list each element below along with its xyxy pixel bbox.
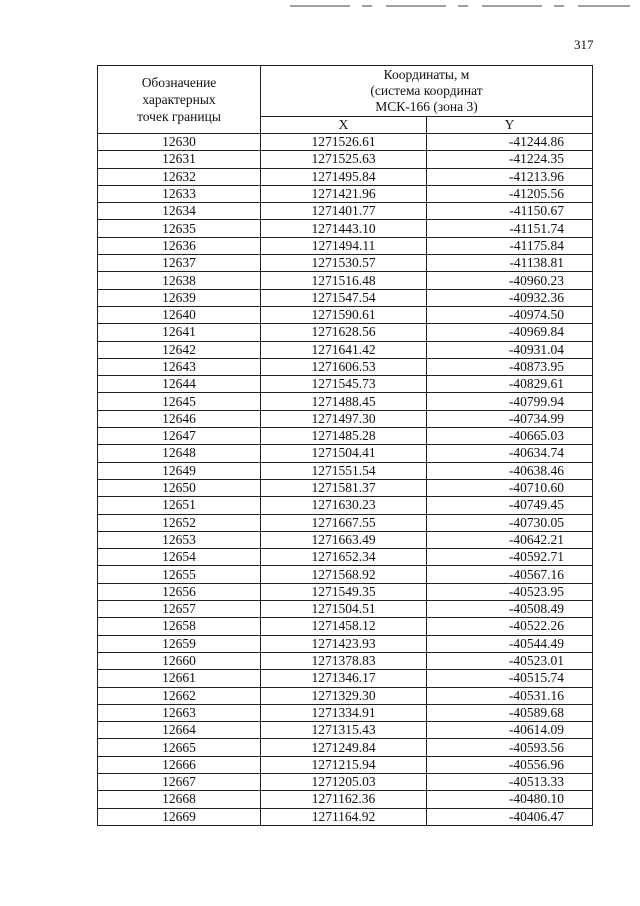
point-id-cell: 12645 (98, 393, 261, 410)
x-coordinate-cell: 1271516.48 (261, 272, 427, 289)
x-coordinate-cell: 1271164.92 (261, 808, 427, 825)
x-coordinate-cell: 1271494.11 (261, 237, 427, 254)
y-coordinate-cell: -40544.49 (427, 635, 593, 652)
y-coordinate-cell: -40589.68 (427, 704, 593, 721)
table-row (98, 376, 593, 393)
y-coordinate-cell: -41224.35 (427, 151, 593, 168)
x-coordinate-cell: 1271547.54 (261, 289, 427, 306)
point-id-cell: 12658 (98, 618, 261, 635)
table-row (98, 549, 593, 566)
table-row (98, 151, 593, 168)
point-id-cell: 12637 (98, 255, 261, 272)
point-id-cell: 12655 (98, 566, 261, 583)
x-coordinate-cell: 1271630.23 (261, 497, 427, 514)
table-row (98, 358, 593, 375)
table-row (98, 514, 593, 531)
table-row (98, 203, 593, 220)
table-row (98, 324, 593, 341)
x-coordinate-cell: 1271401.77 (261, 203, 427, 220)
table-body (98, 134, 593, 826)
x-coordinate-cell: 1271590.61 (261, 306, 427, 323)
y-coordinate-cell: -41138.81 (427, 255, 593, 272)
y-coordinate-cell: -40531.16 (427, 687, 593, 704)
point-id-cell: 12648 (98, 445, 261, 462)
point-id-cell: 12646 (98, 410, 261, 427)
x-coordinate-cell: 1271488.45 (261, 393, 427, 410)
x-coordinate-cell: 1271205.03 (261, 773, 427, 790)
y-coordinate-cell: -40515.74 (427, 670, 593, 687)
table-row (98, 497, 593, 514)
table-row (98, 756, 593, 773)
point-id-cell: 12647 (98, 428, 261, 445)
x-coordinate-cell: 1271545.73 (261, 376, 427, 393)
y-coordinate-cell: -41205.56 (427, 185, 593, 202)
header-coord-line: Координаты, м (383, 67, 470, 82)
y-coordinate-cell: -41213.96 (427, 168, 593, 185)
y-coordinate-cell: -40734.99 (427, 410, 593, 427)
y-coordinate-cell: -41175.84 (427, 237, 593, 254)
y-coordinate-cell: -40974.50 (427, 306, 593, 323)
y-coordinate-cell: -40960.23 (427, 272, 593, 289)
point-id-cell: 12668 (98, 791, 261, 808)
point-id-cell: 12638 (98, 272, 261, 289)
header-coord-line: МСК-166 (зона 3) (375, 99, 478, 114)
point-id-cell: 12669 (98, 808, 261, 825)
y-coordinate-cell: -40642.21 (427, 531, 593, 548)
table-row (98, 393, 593, 410)
table-row (98, 635, 593, 652)
table-row (98, 289, 593, 306)
point-id-cell: 12665 (98, 739, 261, 756)
x-coordinate-cell: 1271525.63 (261, 151, 427, 168)
point-id-cell: 12662 (98, 687, 261, 704)
y-coordinate-cell: -40513.33 (427, 773, 593, 790)
table-row (98, 237, 593, 254)
point-id-cell: 12652 (98, 514, 261, 531)
x-coordinate-cell: 1271421.96 (261, 185, 427, 202)
table-row (98, 791, 593, 808)
table-row (98, 739, 593, 756)
x-coordinate-cell: 1271530.57 (261, 255, 427, 272)
x-coordinate-cell: 1271504.51 (261, 601, 427, 618)
y-coordinate-cell: -40665.03 (427, 428, 593, 445)
x-coordinate-cell: 1271215.94 (261, 756, 427, 773)
table-row (98, 462, 593, 479)
point-id-cell: 12639 (98, 289, 261, 306)
point-id-cell: 12632 (98, 168, 261, 185)
x-coordinate-cell: 1271497.30 (261, 410, 427, 427)
table-row (98, 566, 593, 583)
x-coordinate-cell: 1271551.54 (261, 462, 427, 479)
y-coordinate-cell: -40932.36 (427, 289, 593, 306)
scan-artifact-line (290, 5, 630, 7)
point-id-cell: 12636 (98, 237, 261, 254)
header-x: X (261, 117, 427, 134)
point-id-cell: 12654 (98, 549, 261, 566)
point-id-cell: 12663 (98, 704, 261, 721)
header-coordinates (261, 66, 593, 117)
x-coordinate-cell: 1271249.84 (261, 739, 427, 756)
x-coordinate-cell: 1271443.10 (261, 220, 427, 237)
x-coordinate-cell: 1271378.83 (261, 652, 427, 669)
point-id-cell: 12649 (98, 462, 261, 479)
y-coordinate-cell: -40799.94 (427, 393, 593, 410)
x-coordinate-cell: 1271606.53 (261, 358, 427, 375)
point-id-cell: 12651 (98, 497, 261, 514)
point-id-cell: 12644 (98, 376, 261, 393)
point-id-cell: 12643 (98, 358, 261, 375)
table-row (98, 531, 593, 548)
point-id-cell: 12634 (98, 203, 261, 220)
x-coordinate-cell: 1271495.84 (261, 168, 427, 185)
x-coordinate-cell: 1271628.56 (261, 324, 427, 341)
x-coordinate-cell: 1271458.12 (261, 618, 427, 635)
x-coordinate-cell: 1271334.91 (261, 704, 427, 721)
point-id-cell: 12657 (98, 601, 261, 618)
x-coordinate-cell: 1271346.17 (261, 670, 427, 687)
y-coordinate-cell: -40614.09 (427, 722, 593, 739)
y-coordinate-cell: -40592.71 (427, 549, 593, 566)
header-point-line: характерных (142, 92, 216, 107)
table-row (98, 185, 593, 202)
point-id-cell: 12656 (98, 583, 261, 600)
y-coordinate-cell: -40710.60 (427, 479, 593, 496)
x-coordinate-cell: 1271315.43 (261, 722, 427, 739)
table-row (98, 687, 593, 704)
table-row (98, 134, 593, 151)
y-coordinate-cell: -41151.74 (427, 220, 593, 237)
header-point-designation (98, 66, 261, 134)
x-coordinate-cell: 1271568.92 (261, 566, 427, 583)
x-coordinate-cell: 1271652.34 (261, 549, 427, 566)
y-coordinate-cell: -40969.84 (427, 324, 593, 341)
point-id-cell: 12650 (98, 479, 261, 496)
header-y: Y (427, 117, 593, 134)
y-coordinate-cell: -40406.47 (427, 808, 593, 825)
table-row (98, 255, 593, 272)
point-id-cell: 12631 (98, 151, 261, 168)
point-id-cell: 12659 (98, 635, 261, 652)
y-coordinate-cell: -40873.95 (427, 358, 593, 375)
x-coordinate-cell: 1271485.28 (261, 428, 427, 445)
x-coordinate-cell: 1271581.37 (261, 479, 427, 496)
point-id-cell: 12640 (98, 306, 261, 323)
y-coordinate-cell: -40480.10 (427, 791, 593, 808)
table-row (98, 808, 593, 825)
table-row (98, 479, 593, 496)
table-row (98, 341, 593, 358)
table-row (98, 168, 593, 185)
table-row (98, 410, 593, 427)
table-row (98, 652, 593, 669)
table-row (98, 272, 593, 289)
header-coord-line: (система координат (370, 83, 483, 98)
y-coordinate-cell: -40523.01 (427, 652, 593, 669)
y-coordinate-cell: -40522.26 (427, 618, 593, 635)
point-id-cell: 12630 (98, 134, 261, 151)
point-id-cell: 12667 (98, 773, 261, 790)
x-coordinate-cell: 1271423.93 (261, 635, 427, 652)
point-id-cell: 12666 (98, 756, 261, 773)
point-id-cell: 12664 (98, 722, 261, 739)
x-coordinate-cell: 1271329.30 (261, 687, 427, 704)
table-row (98, 583, 593, 600)
header-point-line: точек границы (137, 109, 221, 124)
y-coordinate-cell: -40730.05 (427, 514, 593, 531)
x-coordinate-cell: 1271526.61 (261, 134, 427, 151)
y-coordinate-cell: -40749.45 (427, 497, 593, 514)
y-coordinate-cell: -40567.16 (427, 566, 593, 583)
table-row (98, 220, 593, 237)
point-id-cell: 12641 (98, 324, 261, 341)
x-coordinate-cell: 1271162.36 (261, 791, 427, 808)
x-coordinate-cell: 1271641.42 (261, 341, 427, 358)
point-id-cell: 12653 (98, 531, 261, 548)
y-coordinate-cell: -41244.86 (427, 134, 593, 151)
y-coordinate-cell: -40523.95 (427, 583, 593, 600)
y-coordinate-cell: -40931.04 (427, 341, 593, 358)
point-id-cell: 12642 (98, 341, 261, 358)
table-row (98, 445, 593, 462)
y-coordinate-cell: -40829.61 (427, 376, 593, 393)
table-row (98, 722, 593, 739)
coordinates-table (97, 65, 593, 826)
table-row (98, 670, 593, 687)
y-coordinate-cell: -40593.56 (427, 739, 593, 756)
point-id-cell: 12635 (98, 220, 261, 237)
y-coordinate-cell: -40508.49 (427, 601, 593, 618)
table-row (98, 704, 593, 721)
page-number: 317 (574, 37, 594, 52)
x-coordinate-cell: 1271663.49 (261, 531, 427, 548)
point-id-cell: 12633 (98, 185, 261, 202)
table-row (98, 306, 593, 323)
header-point-line: Обозначение (141, 75, 217, 90)
table-row (98, 618, 593, 635)
y-coordinate-cell: -40634.74 (427, 445, 593, 462)
x-coordinate-cell: 1271667.55 (261, 514, 427, 531)
y-coordinate-cell: -41150.67 (427, 203, 593, 220)
table-row (98, 428, 593, 445)
table-row (98, 601, 593, 618)
x-coordinate-cell: 1271504.41 (261, 445, 427, 462)
table-row (98, 773, 593, 790)
y-coordinate-cell: -40556.96 (427, 756, 593, 773)
point-id-cell: 12660 (98, 652, 261, 669)
point-id-cell: 12661 (98, 670, 261, 687)
y-coordinate-cell: -40638.46 (427, 462, 593, 479)
x-coordinate-cell: 1271549.35 (261, 583, 427, 600)
